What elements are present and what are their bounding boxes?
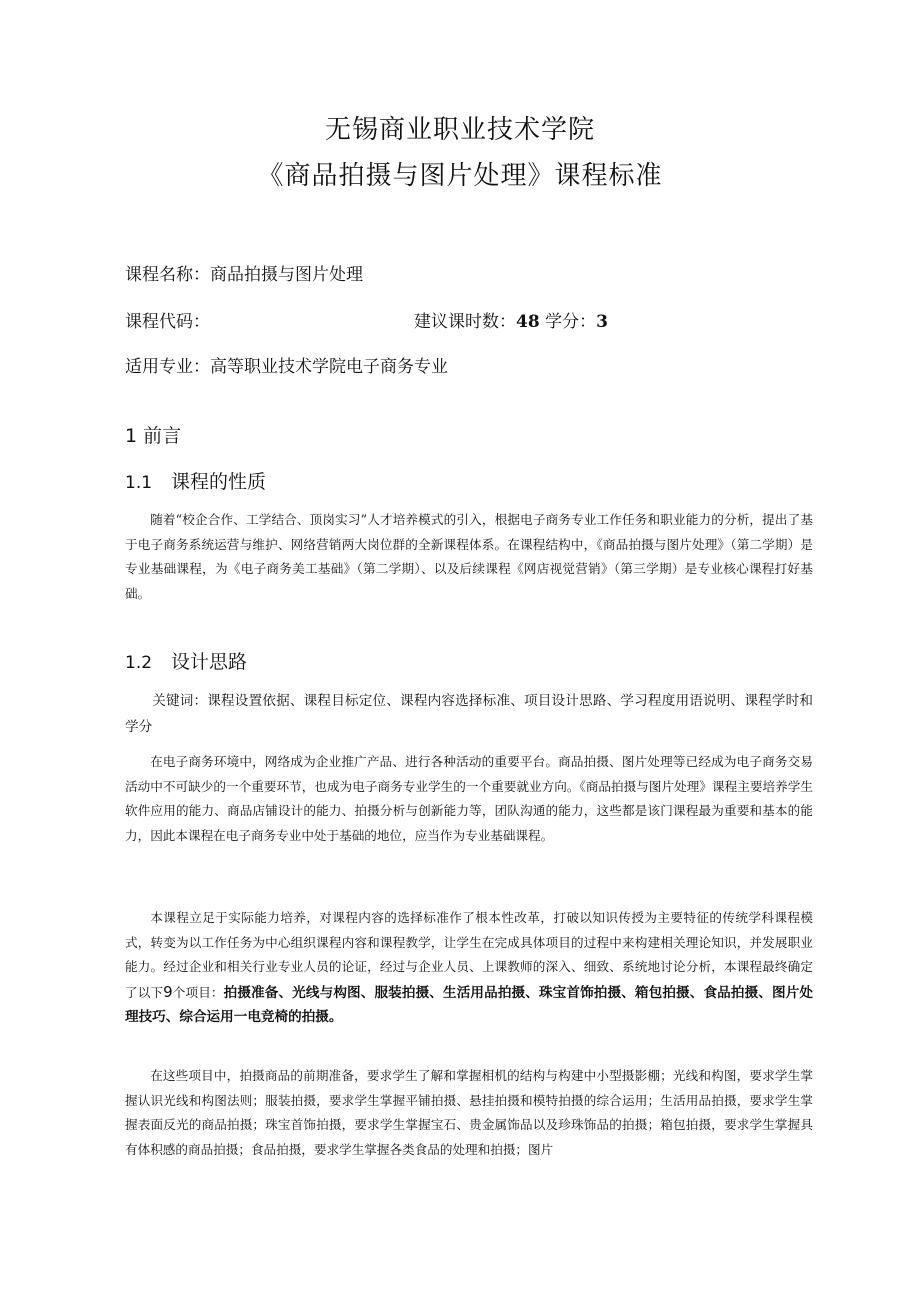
section-heading-preface: 1 前言 bbox=[125, 425, 182, 447]
paragraph-project-details: 在这些项目中，拍摄商品的前期准备，要求学生了解和掌握相机的结构与构建中小型摄影棚；光线和构图，要求学生掌握认识光线和构图法则；服装拍摄，要求学生掌握平铺拍摄、悬挂拍摄和模特拍摄的综合运用；生活用品拍摄，要求学生掌握表面反光的商品拍摄；珠宝首饰拍摄，要求学生掌握宝石、贵金属饰品以及珍珠饰品的拍摄；箱包拍摄，要求学生掌握具有体积感的商品拍摄；食品拍摄，要求学生掌握各类食品的处理和拍摄；图片 bbox=[125, 1068, 813, 1157]
course-hours-credits bbox=[414, 309, 608, 335]
subsection-heading-nature bbox=[125, 468, 266, 497]
paragraph-text: 个项目： bbox=[172, 984, 224, 1000]
subsection-title: 设计思路 bbox=[171, 651, 248, 673]
hours-value: 48 bbox=[516, 312, 540, 332]
course-name: 课程名称：商品拍摄与图片处理 bbox=[125, 265, 363, 285]
paragraph-text: 本课程立足于实际能力培养，对课程内容的选择标准作了根本性改革，打破以知识传授为主要特征的传统学科课程模式，转变为以工作任务为中心组织课程内容和课程教学，让学生在完成具体项目的过程中来构建相关理论知识，并发展职业能力。经过企业和相关行业专业人员的论证，经过与企业人员、上课教师的深入、细致、系统地讨论分析，本课程最终确定了以下 bbox=[125, 910, 813, 1000]
applicable-major: 适用专业：高等职业技术学院电子商务专业 bbox=[125, 357, 448, 377]
paragraph-design-projects bbox=[125, 906, 813, 1030]
project-count: 9 bbox=[163, 982, 173, 1001]
document-title: 《商品拍摄与图片处理》课程标准 bbox=[257, 161, 663, 191]
paragraph-course-nature: 随着“校企合作、工学结合、顶岗实习”人才培养模式的引入，根据电子商务专业工作任务和职业能力的分析，提出了基于电子商务系统运营与维护、网络营销两大岗位群的全新课程体系。在课程结构中，《商品拍摄与图片处理》（第二学期）是专业基础课程，为《电子商务美工基础》（第二学期）、以及后续课程《网店视觉营销》（第三学期）是专业核心课程打好基础。 bbox=[125, 512, 813, 601]
subsection-number: 1.1 bbox=[125, 473, 153, 493]
credits-value: 3 bbox=[596, 312, 608, 332]
hours-label: 建议课时数： bbox=[414, 312, 516, 332]
paragraph-design-context: 在电子商务环境中，网络成为企业推广产品、进行各种活动的重要平台。商品拍摄、图片处理等已经成为电子商务交易活动中不可缺少的一个重要环节，也成为电子商务专业学生的一个重要就业方向。《商品拍摄与图片处理》课程主要培养学生软件应用的能力、商品店铺设计的能力、拍摄分析与创新能力等，团队沟通的能力，这些都是该门课程最为重要和基本的能力，因此本课程在电子商务专业中处于基础的地位，应当作为专业基础课程。 bbox=[125, 754, 813, 843]
institution-title: 无锡商业职业技术学院 bbox=[324, 115, 595, 145]
subsection-heading-design bbox=[125, 648, 247, 677]
subsection-number: 1.2 bbox=[125, 653, 153, 673]
paragraph-keywords: 关键词：课程设置依据、课程目标定位、课程内容选择标准、项目设计思路、学习程度用语说明、课程学时和学分 bbox=[125, 693, 813, 735]
project-list: 拍摄准备、光线与构图、服装拍摄、生活用品拍摄、珠宝首饰拍摄、箱包拍摄、食品拍摄、图片处理技巧、综合运用一电竞椅的拍摄。 bbox=[125, 984, 814, 1025]
course-code: 课程代码： bbox=[125, 312, 210, 332]
subsection-title: 课程的性质 bbox=[171, 471, 267, 493]
credits-label: 学分： bbox=[539, 312, 597, 332]
